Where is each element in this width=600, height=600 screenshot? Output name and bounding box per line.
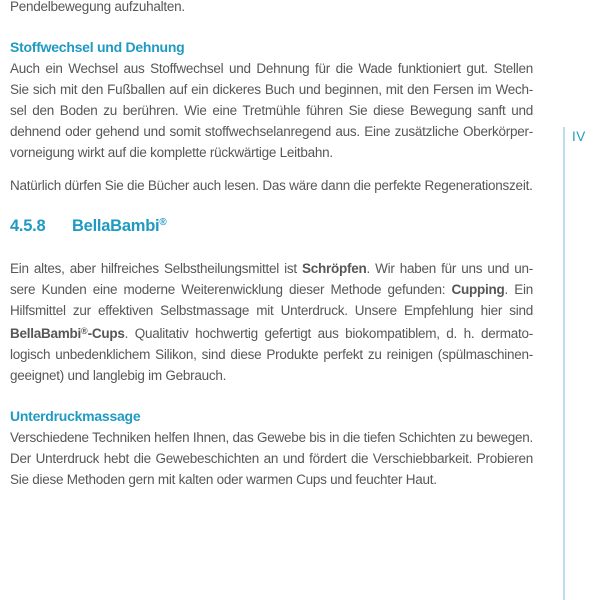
section-title: BellaBambi® — [72, 217, 167, 235]
subheading: Stoffwechsel und Dehnung — [10, 39, 185, 55]
text-line: Hilfsmittel zur effektiven Selbstmassage mit Unterdruck. Unsere Empfehlung hier sind — [10, 303, 533, 318]
paragraph — [10, 427, 533, 490]
text-line: logisch unbedenklichem Silikon, sind diese Produkte perfekt zu reinigen (spülmaschinen- — [10, 347, 533, 362]
section-heading — [10, 211, 533, 238]
text-line: Sie diese Methoden gern mit kalten oder warmen Cups und feuchter Haut. — [10, 472, 437, 487]
text-line: Verschiedene Techniken helfen Ihnen, das Gewebe bis in die tiefen Schichten zu bewegen. — [10, 430, 533, 445]
text-line: Der Unterdruck hebt die Gewebeschichten an und fördert die Verschiebbarkeit. Probieren — [10, 451, 533, 466]
paragraph — [10, 258, 533, 386]
text-line: geeignet) und langlebig im Gebrauch. — [10, 368, 227, 383]
page-content — [10, 0, 533, 490]
text-line: sel den Boden zu berühren. Wie eine Tretmühle führen Sie diese Bewegung sanft und — [10, 103, 533, 118]
subheading: Unterdruckmassage — [10, 408, 141, 424]
text-line: Auch ein Wechsel aus Stoffwechsel und Dehnung für die Wade funktioniert gut. Stellen — [10, 61, 533, 76]
top-partial-line: Pendelbewegung aufzuhalten. — [10, 0, 185, 14]
text-line: sere Kunden eine moderne Weiterenwicklung dieser Methode gefunden: Cupping. Ein — [10, 282, 533, 297]
text-line: Sie sich mit den Fußballen auf ein dickeres Buch und beginnen, mit den Fersen im Wech- — [10, 82, 533, 97]
paragraph — [10, 175, 533, 196]
paragraph — [10, 58, 533, 163]
text-line: dehnend oder gehend und somit stoffwechselanregend aus. Eine zusätzliche Oberkörper- — [10, 124, 533, 139]
chapter-marker: IV — [572, 129, 586, 144]
text-line: vorneigung wirkt auf die komplette rückwärtige Leitbahn. — [10, 145, 333, 160]
section-number: 4.5.8 — [10, 217, 46, 235]
chapter-divider-line — [563, 127, 565, 600]
text-line: Natürlich dürfen Sie die Bücher auch lesen. Das wäre dann die perfekte Regenerationszeit. — [10, 178, 533, 193]
text-line: BellaBambi®-Cups. Qualitativ hochwertig gefertigt aus biokompatiblem, d. h. dermato- — [10, 326, 533, 341]
text-line: Ein altes, aber hilfreiches Selbstheilungsmittel ist Schröpfen. Wir haben für uns und un- — [10, 261, 533, 276]
